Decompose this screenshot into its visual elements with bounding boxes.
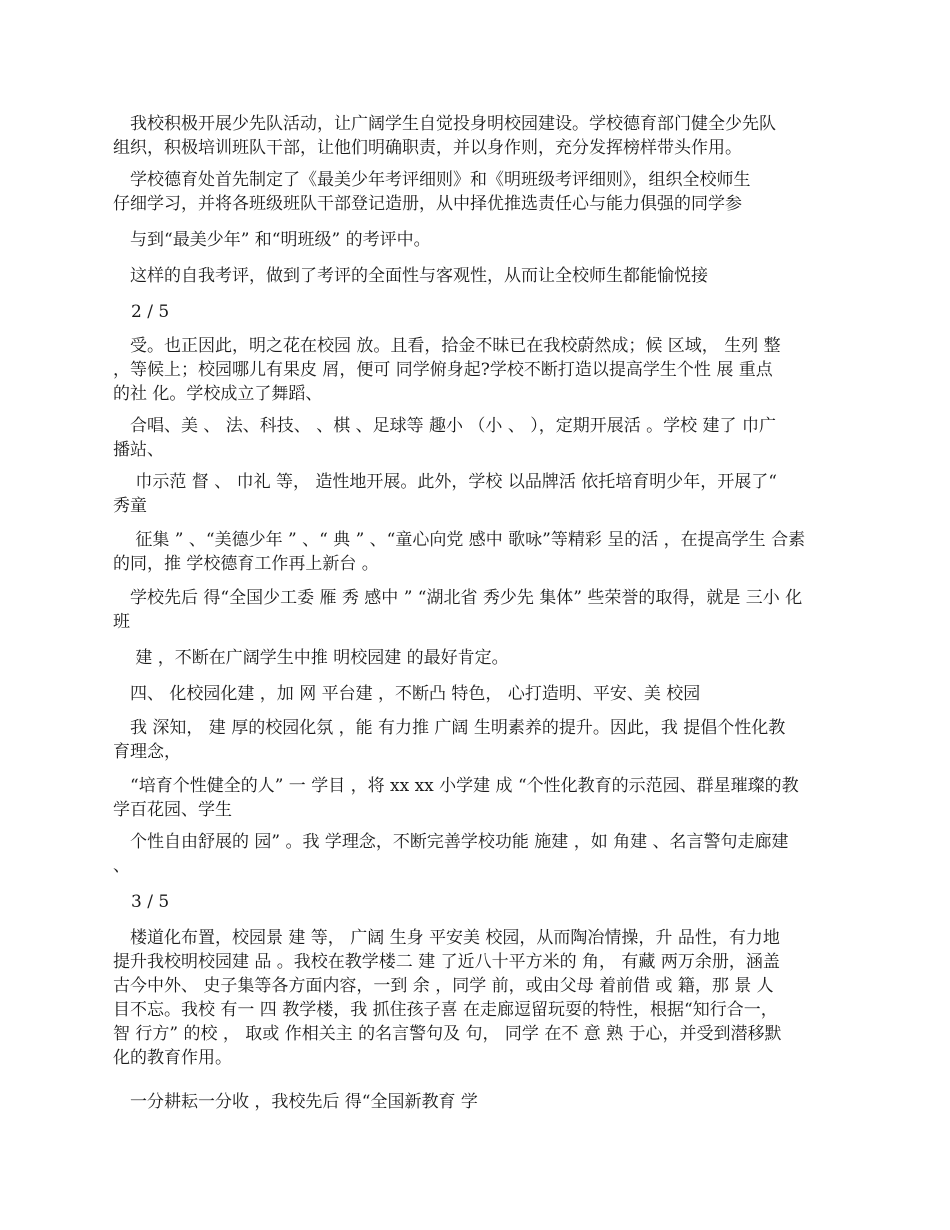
paragraph-p3 [113, 228, 841, 252]
text-line: 一分耕耘一分收 ，我校先后 得“全国新教育 学 [113, 1092, 478, 1112]
text-line: 建 ，不断在广阔学生中推 明校园建 的最好肯定。 [113, 648, 509, 668]
text-line: 楼道化布置，校园景 建 等， 广阔 生身 平安美 校园，从而陶冶情操，升 品性，有力地 [113, 928, 780, 948]
paragraph-p16 [113, 1090, 841, 1114]
text-line: 个性自由舒展的 园” 。我 学理念，不断完善学校功能 施建 ，如 角建 、名言警句走廊建 [113, 832, 789, 852]
paragraph-p8 [113, 528, 841, 576]
paragraph-p2 [113, 168, 841, 216]
text-line: 育理念， [113, 742, 181, 762]
text-line: 合唱、美 、 法、科技、 、棋 、足球等 趣小 （小 、 ），定期开展活 。学校 建了 巾广 [113, 416, 776, 436]
text-line: “培育个性健全的人” 一 学目 ，将 xx xx 小学建 成 “个性化教育的示范园、群星璀璨的教 [113, 776, 799, 796]
text-line: 古今中外、 史子集等各方面内容，一到 余 ，同学 前，或由父母 着前借 或 籍，那 景 人 [113, 976, 774, 996]
paragraph-p1 [113, 112, 841, 160]
text-line: 学校德育处首先制定了《最美少年考评细则》和《明班级考评细则》，组织全校师生 [113, 170, 751, 190]
text-line: 征集 ” 、“美德少年 ” 、“ 典 ” 、“童心向党 感中 歌咏”等精彩 呈的活 ，在提高学生 合素 [113, 530, 806, 550]
text-line: 智 行方” 的校 ， 取或 作相关主 的名言警句及 句， 同学 在不 意 熟 于心，并受到潜移默 [113, 1024, 782, 1044]
text-line: 提升我校明校园建 品 。我校在教学楼二 建 了近八十平方米的 角， 有藏 两万余册，涵盖 [113, 952, 780, 972]
text-line: 播站、 [113, 440, 164, 460]
text-line: 学校先后 得“全国少工委 雁 秀 感中 ” “湖北省 秀少先 集体” 些荣誉的取得，就是 三小 化 [113, 588, 803, 608]
text-line: 学百花园、学生 [113, 800, 232, 820]
text-line: 这样的自我考评，做到了考评的全面性与客观性，从而让全校师生都能愉悦接 [113, 266, 708, 286]
paragraph-p11 [113, 682, 841, 706]
text-line: 巾示范 督 、 巾礼 等， 造性地开展。此外，学校 以品牌活 依托培育明少年，开展了“ [113, 472, 777, 492]
paragraph-p10 [113, 646, 841, 670]
text-line: 组织，积极培训班队干部，让他们明确职责，并以身作则，充分发挥榜样带头作用。 [113, 138, 742, 158]
paragraph-p12 [113, 716, 841, 764]
text-line: 目不忘。我校 有一 四 教学楼，我 抓住孩子喜 在走廊逗留玩耍的特性，根据“知行合一， [113, 1000, 778, 1020]
text-line: 与到“最美少年” 和“明班级” 的考评中。 [113, 230, 431, 250]
paragraph-p9 [113, 586, 841, 634]
text-line: 的社 化。学校成立了舞蹈、 [113, 384, 323, 404]
text-line: 四、 化校园化建 ，加 网 平台建 ，不断凸 特色， 心打造明、平安、美 校园 [113, 684, 701, 704]
paragraph-p14 [113, 830, 841, 878]
paragraph-p5 [113, 334, 841, 406]
text-line: 、 [113, 856, 130, 876]
text-line: 我校积极开展少先队活动，让广阔学生自觉投身明校园建设。学校德育部门健全少先队 [113, 114, 776, 134]
text-line: 班 [113, 612, 130, 632]
paragraph-p7 [113, 470, 841, 518]
text-line: 化的教育作用。 [113, 1048, 232, 1068]
page-number: 2 / 5 [131, 302, 170, 322]
paragraph-p4 [113, 264, 841, 288]
paragraph-p13 [113, 774, 841, 822]
text-line: 秀童 [113, 496, 147, 516]
text-line: 受。也正因此，明之花在校园 放。且看，拾金不昧已在我校蔚然成；候 区域， 生列 整 [113, 336, 781, 356]
paragraph-p6 [113, 414, 841, 462]
page-number: 3 / 5 [131, 892, 170, 912]
paragraph-p15 [113, 926, 841, 1070]
text-line: ，等候上；校园哪儿有果皮 屑，便可 同学俯身起?学校不断打造以提高学生个性 展 重点 [113, 360, 773, 380]
text-line: 仔细学习，并将各班级班队干部登记造册，从中择优推选责任心与能力俱强的同学参 [113, 194, 742, 214]
text-line: 我 深知， 建 厚的校园化氛 ，能 有力推 广阔 生明素养的提升。因此，我 提倡个性化教 [113, 718, 786, 738]
text-line: 的同，推 学校德育工作再上新台 。 [113, 554, 379, 574]
